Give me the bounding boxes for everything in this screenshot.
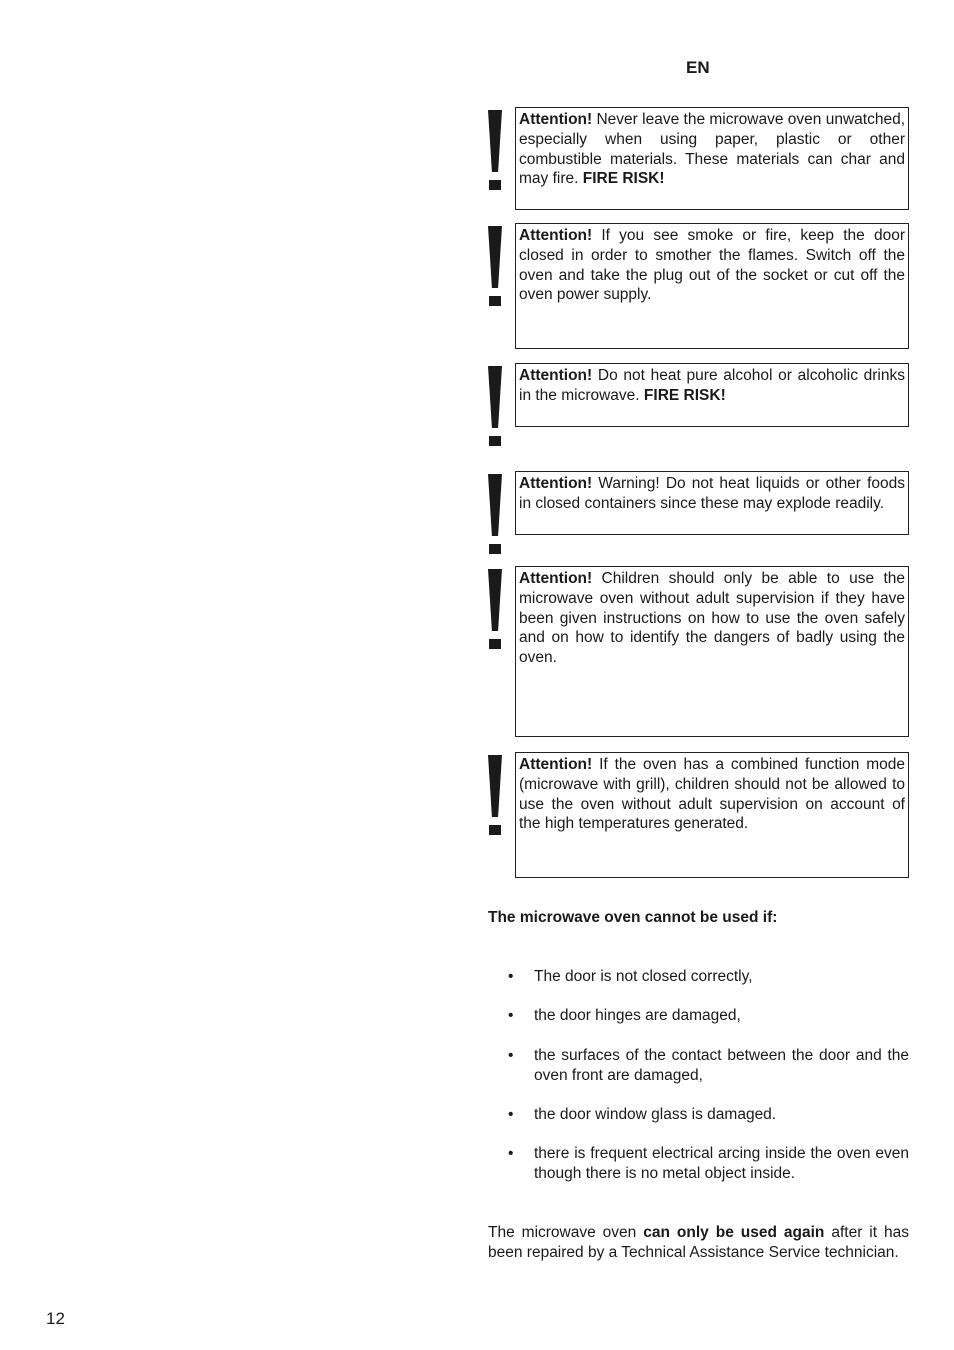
warning-title: Attention! bbox=[519, 367, 593, 384]
warning-title: Attention! bbox=[519, 227, 593, 244]
warning-risk: FIRE RISK! bbox=[643, 386, 726, 404]
list-item-text: there is frequent electrical arcing inside the oven even though there is no metal object inside. bbox=[534, 1145, 909, 1183]
list-item-text: the surfaces of the contact between the door and the oven front are damaged, bbox=[534, 1046, 909, 1084]
warning-box-3 bbox=[515, 363, 909, 427]
warning-title: Attention! bbox=[519, 570, 593, 587]
list-item bbox=[508, 1144, 909, 1184]
page-number: 12 bbox=[46, 1309, 65, 1328]
list-item-text: the door window glass is damaged. bbox=[534, 1105, 777, 1123]
warning-box-5 bbox=[515, 566, 909, 737]
warning-box-4 bbox=[515, 471, 909, 535]
warning-box-2 bbox=[515, 223, 909, 349]
repair-note-bold: can only be used again bbox=[643, 1224, 825, 1241]
warning-text: If the oven has a combined function mode (microwave with grill), children should not be allowed to use the oven without adult supervision on account of the high temperatures generated. bbox=[519, 756, 905, 833]
warning-title: Attention! bbox=[519, 756, 593, 773]
repair-note-pre: The microwave oven bbox=[488, 1224, 644, 1241]
warning-text: Do not heat pure alcohol or alcoholic drinks in the microwave. bbox=[519, 367, 905, 404]
repair-note-post: after it has been repaired by a Technical Assistance Service technician. bbox=[488, 1224, 910, 1261]
warning-text: If you see smoke or fire, keep the door closed in order to smother the flames. Switch off the oven and take the plug out of the socket or cut off the oven power supply. bbox=[519, 227, 905, 304]
list-item-text: The door is not closed correctly, bbox=[534, 968, 753, 985]
conditions-list bbox=[508, 967, 909, 1204]
warning-text: Warning! Do not heat liquids or other foods in closed containers since these may explode readily. bbox=[519, 475, 905, 512]
warning-risk: FIRE RISK! bbox=[582, 170, 665, 188]
warning-box-6 bbox=[515, 752, 909, 878]
repair-note bbox=[488, 1223, 909, 1263]
warning-title: Attention! bbox=[519, 475, 593, 492]
list-item bbox=[508, 1046, 909, 1086]
bullet-icon: • bbox=[508, 1105, 514, 1123]
language-code: EN bbox=[686, 58, 710, 77]
warning-text: Children should only be able to use the microwave oven without adult supervision if they have been given instructions on how to use the oven safely and on how to identify the dangers of badly using the oven. bbox=[519, 570, 905, 667]
list-item bbox=[508, 1105, 909, 1125]
bullet-icon: • bbox=[508, 1145, 514, 1163]
warning-title: Attention! bbox=[519, 111, 593, 128]
section-heading: The microwave oven cannot be used if: bbox=[488, 909, 778, 926]
bullet-icon: • bbox=[508, 968, 514, 985]
list-item bbox=[508, 1006, 909, 1026]
warning-text: Never leave the microwave oven unwatched, especially when using paper, plastic or other combustible materials. These materials can char and may fire. bbox=[519, 111, 905, 188]
bullet-icon: • bbox=[508, 1007, 514, 1025]
warning-box-1 bbox=[515, 107, 909, 210]
bullet-icon: • bbox=[508, 1046, 514, 1064]
list-item bbox=[508, 967, 909, 987]
list-item-text: the door hinges are damaged, bbox=[534, 1007, 741, 1025]
